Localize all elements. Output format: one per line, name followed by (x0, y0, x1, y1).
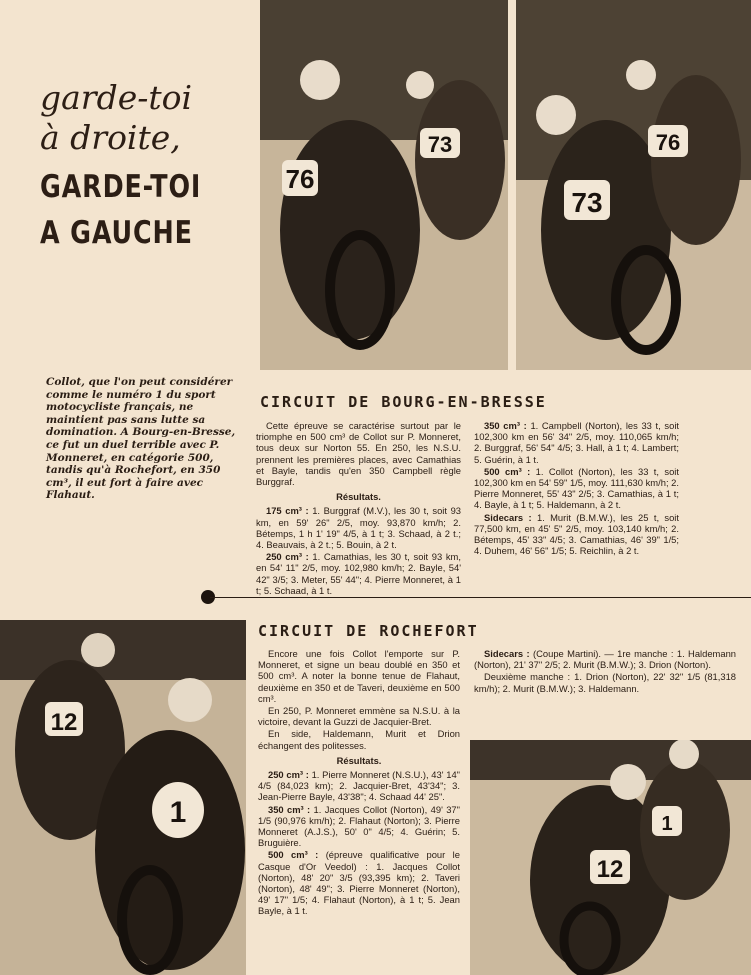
rochefort-250-text: 1. Pierre Monneret (N.S.U.), 43' 14" 4/5 (84,023 km); 2. Jacquier-Bret, 43'34"; 3. Jean-Pierre Bayle, 43'38"; 4. Schaad 44' 25". (258, 769, 460, 803)
photo-bottom-right-image (470, 740, 751, 975)
bourg-sidecars-label: Sidecars : (484, 511, 532, 523)
photo-number-12b: 12 (596, 856, 624, 883)
rochefort-result-350 (258, 804, 460, 849)
section-title-bourg: CIRCUIT DE BOURG-EN-BRESSE (260, 393, 547, 411)
section-title-rochefort: CIRCUIT DE ROCHEFORT (258, 622, 479, 640)
rochefort-result-250 (258, 769, 460, 803)
photo-number-73: 73 (427, 132, 453, 157)
headline-line-1: garde-toi (40, 78, 193, 117)
bourg-350-text: 1. Campbell (Norton), les 33 t, soit 102,300 km en 56' 34" 2/5, moy. 110,065 km/h; 2. Burggraf, 56' 54" 4/5; 3. Hall, à 1 t; 4. Lambert; 5. Guérin, à 1 t. (474, 420, 680, 465)
photo-top-right-image (516, 0, 751, 370)
bourg-results-title: Résultats. (336, 491, 381, 503)
rochefort-result-sidecars (474, 648, 736, 670)
rochefort-250-label: 250 cm³ : (268, 769, 309, 781)
rochefort-result-500 (258, 849, 460, 916)
photo-number-73b: 73 (571, 187, 603, 218)
headline-line-3: GARDE-TOI (40, 169, 202, 205)
rochefort-350-text: 1. Jacques Collot (Norton), 49' 37" 1/5 (90,976 km/h); 2. Flahaut (Norton); 3. Pierre Monneret (A.J.S.), 50' 0" 4/5; 4. Guérin; 5. Bruguière. (258, 803, 460, 849)
rochefort-sidecars-label: Sidecars : (484, 648, 530, 659)
bourg-result-350 (474, 420, 679, 465)
rochefort-results-title: Résultats. (336, 754, 382, 766)
rochefort-column-2 (474, 648, 736, 695)
bourg-250-text: 1. Camathias, les 30 t, soit 93 km, en 54' 11" 2/5, moy. 102,980 km/h; 2. Bayle, 54' 42" 3/5; 3. Meter, 55' 44"; 4. Pierre Monneret, à 1 t; 5. Schaad, à 1 t. (256, 551, 461, 596)
rochefort-p1: Encore une fois Collot l'emporte sur P. Monneret, et signe un beau doublé en 350 et 500 cm³. A noter la bonne tenue de Flahaut, deuxième en 350 et de Taveri, deuxième en 500 cm³. (258, 648, 460, 704)
bourg-column-1 (256, 420, 461, 597)
bourg-sidecars-text: 1. Murit (B.M.W.), les 25 t, soit 77,500 km, en 45' 5" 2/5, moy. 103,140 km/h; 2. Bétemps, 45' 33" 4/5; 3. Camathias, 46' 39" 1/5; 4. Duhem, 46' 56" 1/5; 5. Reichlin, à 2 t. (474, 511, 679, 557)
bourg-250-label: 250 cm³ : (266, 551, 309, 563)
headline (40, 78, 250, 256)
bourg-175-text: 1. Burggraf (M.V.), les 30 t, soit 93 km, en 59' 26" 2/5, moy. 93,870 km/h; 2. Bétemps, 1 h 1' 19" 4/5, à 1 t; 3. Schaad, à 2 t.; 4. Beauvais, à 2 t.; 5. Bouin, à 2 t. (256, 505, 462, 551)
photo-number-12: 12 (50, 709, 78, 736)
photo-bottom-left-image (0, 620, 246, 975)
bourg-result-sidecars (474, 512, 679, 557)
bourg-175-label: 175 cm³ : (266, 505, 309, 517)
bourg-350-label: 350 cm³ : (484, 420, 527, 431)
rochefort-500-label: 500 cm³ : (268, 849, 319, 861)
photo-caption: Collot, que l'on peut considérer comme le numéro 1 du sport motocycliste français, ne maintient pas sans lutte sa domination. A Bourg-en-Bresse, ce fut un duel terrible avec P. Monneret, en catégorie 500, tandis qu'à Rochefort, en 350 cm³, il eut fort à faire avec Flahaut. (46, 376, 236, 502)
divider-rule (210, 597, 751, 598)
rochefort-sidecars-text: (Coupe Martini). — 1re manche : 1. Haldemann (Norton), 21' 37" 2/5; 2. Murit (B.M.W.); 3. Drion (Norton). (474, 648, 737, 671)
bourg-500-label: 500 cm³ : (484, 465, 531, 477)
headline-line-4: A GAUCHE (40, 215, 193, 251)
photo-bottom-right (470, 740, 751, 975)
photo-top-right (516, 0, 751, 370)
photo-bottom-left (0, 620, 246, 975)
rochefort-sidecars-2: Deuxième manche : 1. Drion (Norton), 22' 32" 1/5 (81,318 km/h); 2. Murit (B.M.W.); 3. Haldemann. (474, 671, 736, 694)
photo-number-1: 1 (169, 796, 187, 829)
bourg-intro: Cette épreuve se caractérise surtout par le triomphe en 500 cm³ de Collot sur P. Monneret, tous deux sur Norton 55. En 250, les N.S.U. prennent les premières places, avec Camathias et Bayle, tandis qu'en 350 Campbell règle Burggraf. (256, 420, 461, 488)
bourg-500-text: 1. Collot (Norton), les 33 t, soit 102,300 km en 54' 59" 1/5, moy. 111,630 km/h; 2. Pierre Monneret, 55' 43" 2/5; 3. Camathias, à 1 t; 4. Bayle, à 1 t; 5. Haldemann, à 2 t. (474, 465, 679, 511)
headline-line-2: à droite, (40, 118, 181, 157)
bourg-column-2 (474, 420, 679, 557)
bourg-result-175 (256, 505, 461, 550)
rochefort-500-text: (épreuve qualificative pour le Casque d'Or Veedol) : 1. Jacques Collot (Norton), 48' 20" 3/5 (93,395 km); 2. Taveri (Norton), 48' 49"; 3. Pierre Monneret (Norton), 49' 17" 1/5; 4. Flahaut (Norton), à 1 t; 5. Jean Bayle, à 1 t. (258, 849, 460, 917)
rochefort-350-label: 350 cm³ : (268, 803, 311, 815)
rochefort-column-1 (258, 648, 460, 918)
photo-number-76b: 76 (655, 130, 681, 155)
photo-top-left-image (260, 0, 508, 370)
rochefort-p3: En side, Haldemann, Murit et Drion échangent des politesses. (258, 728, 460, 751)
bourg-result-500 (474, 466, 679, 511)
photo-number-76: 76 (285, 164, 315, 194)
photo-number-1b: 1 (661, 813, 673, 835)
bourg-result-250 (256, 551, 461, 596)
photo-top-left (260, 0, 508, 370)
rochefort-p2: En 250, P. Monneret emmène sa N.S.U. à la victoire, devant la Guzzi de Jacquier-Bret. (258, 705, 460, 728)
